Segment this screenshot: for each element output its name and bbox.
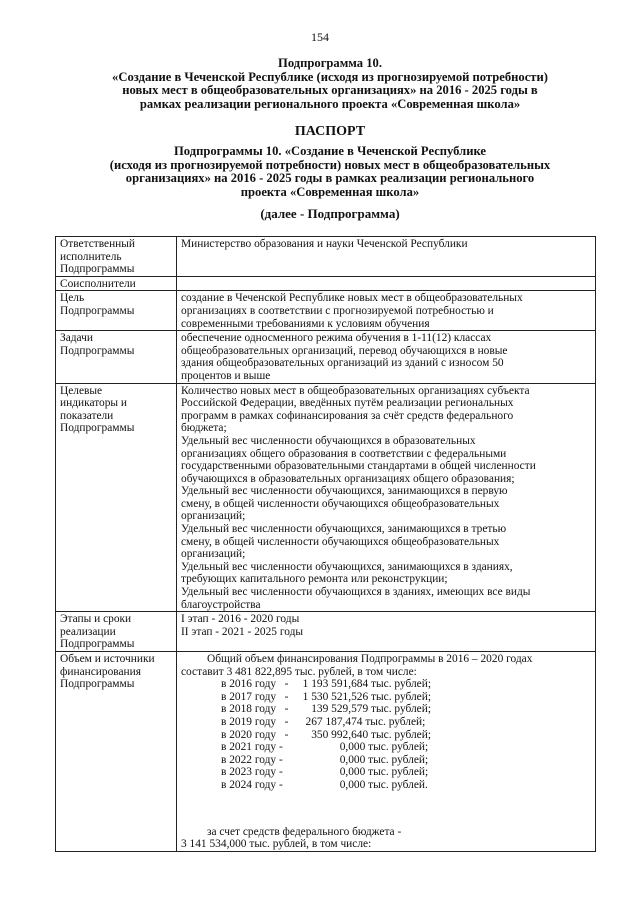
- row-label-line: Подпрограммы: [60, 304, 135, 317]
- row-content-line: создание в Чеченской Республике новых мест в общеобразовательных: [181, 292, 523, 305]
- year-line: в 2024 году - 0,000 тыс. рублей.: [221, 778, 428, 791]
- finance-federal-line: за счет средств федерального бюджета -: [207, 825, 402, 838]
- finance-spacer: [181, 792, 592, 826]
- row-content-line: Министерство образования и науки Чеченской Республики: [181, 238, 468, 250]
- row-label-line: показатели: [60, 409, 114, 422]
- year-line: в 2019 году - 267 187,474 тыс. рублей;: [221, 715, 426, 728]
- passport-row: [56, 383, 596, 612]
- row-label-line: Целевые: [60, 384, 103, 397]
- passport-table-body: [56, 237, 596, 852]
- passport-subtitle-line: Подпрограммы 10. «Создание в Чеченской Республике: [173, 144, 487, 158]
- program-title-line: новых мест в общеобразовательных организациях» на 2016 - 2025 годы в: [122, 83, 538, 98]
- row-content-line: организаций;: [181, 548, 246, 561]
- row-label-line: исполнитель: [60, 250, 122, 263]
- row-label-line: Этапы и сроки: [60, 613, 132, 626]
- row-content-line: программ в рамках софинансирования за счёт средств федерального: [181, 409, 514, 422]
- year-line: в 2020 году - 350 992,640 тыс. рублей;: [221, 728, 432, 741]
- page-number: 154: [311, 30, 329, 44]
- row-label: [56, 612, 177, 652]
- year-line: в 2021 году - 0,000 тыс. рублей;: [221, 741, 429, 754]
- row-content-line: Российской Федерации, введённых путём реализации региональных: [181, 397, 514, 410]
- passport-row: [56, 331, 596, 383]
- finance-intro-line: составит 3 481 822,895 тыс. рублей, в том числе:: [181, 665, 417, 678]
- row-content: [177, 612, 596, 652]
- row-content-line: благоустройства: [181, 598, 261, 611]
- program-title-line: «Создание в Чеченской Республике (исходя из прогнозируемой потребности): [112, 69, 548, 84]
- passport-note: (далее - Подпрограмма): [260, 206, 400, 221]
- row-content-line: Удельный вес численности обучающихся в образовательных: [181, 434, 476, 447]
- row-content-line: процентов и выше: [181, 369, 271, 382]
- row-label-line: Объем и источники: [60, 653, 155, 665]
- row-content: [177, 291, 596, 331]
- row-label: [56, 331, 177, 383]
- row-content-line: современными требованиями к условиям обучения: [181, 317, 430, 330]
- row-content-line: Удельный вес численности обучающихся в зданиях, имеющих все виды: [181, 586, 531, 599]
- row-content-line: Удельный вес численности обучающихся, занимающихся в третью: [181, 523, 507, 536]
- program-title-line: рамках реализации регионального проекта «Современная школа»: [139, 96, 521, 111]
- passport-subtitle-line: организациях» на 2016 - 2025 годы в рамках реализации регионального: [125, 171, 535, 186]
- passport-row: [56, 291, 596, 331]
- row-label-line: Подпрограммы: [60, 263, 135, 276]
- row-label-line: Соисполнители: [60, 277, 136, 290]
- row-label-line: Подпрограммы: [60, 678, 135, 691]
- row-content-line: обеспечение односменного режима обучения в 1-11(12) классах: [181, 332, 492, 345]
- row-label-line: Подпрограммы: [60, 344, 135, 357]
- row-label-line: Задачи: [60, 332, 93, 345]
- year-line: в 2018 году - 139 529,579 тыс. рублей;: [221, 703, 432, 716]
- program-title: [60, 57, 600, 111]
- row-label-line: реализации: [60, 625, 116, 638]
- row-label-line: Подпрограммы: [60, 422, 135, 435]
- row-label: [56, 291, 177, 331]
- finance-content: [177, 652, 596, 852]
- passport-heading: ПАСПОРТ: [294, 124, 366, 139]
- row-content-line: бюджета;: [181, 422, 227, 435]
- row-label: [56, 237, 177, 277]
- row-content-line: Удельный вес численности обучающихся, занимающихся в зданиях,: [181, 560, 513, 573]
- year-line: в 2023 году - 0,000 тыс. рублей;: [221, 766, 429, 779]
- row-content-line: смену, в общей численности обучающихся общеобразовательных: [181, 535, 500, 548]
- passport-row: [56, 237, 596, 277]
- passport-row: [56, 276, 596, 291]
- passport-table: [55, 236, 596, 852]
- row-content-line: общеобразовательных организаций, перевод обучающихся в новые: [181, 344, 508, 357]
- row-content-line: государственными образовательными стандартами в общей численности: [181, 460, 536, 473]
- row-content-line: смену, в общей численности обучающихся общеобразовательных: [181, 497, 500, 510]
- row-label: [56, 276, 177, 291]
- year-line: в 2022 году - 0,000 тыс. рублей;: [221, 753, 429, 766]
- row-content-line: II этап - 2021 - 2025 годы: [181, 625, 304, 638]
- finance-row: [56, 652, 596, 852]
- passport-subtitle-line: проекта «Современная школа»: [240, 184, 420, 199]
- row-label: [56, 383, 177, 612]
- row-content: [177, 331, 596, 383]
- row-label-line: финансирования: [60, 665, 141, 678]
- passport-subtitle-line: (исходя из прогнозируемой потребности) новых мест в общеобразовательных: [109, 157, 551, 172]
- finance-intro-line: Общий объем финансирования Подпрограммы в 2016 – 2020 годах: [207, 653, 533, 665]
- row-content-line: I этап - 2016 - 2020 годы: [181, 613, 300, 626]
- row-content: [177, 276, 596, 291]
- row-label-line: Цель: [60, 292, 85, 305]
- row-content-line: обучающихся в образовательных организациях общего образования;: [181, 472, 515, 485]
- finance-federal-line: 3 141 534,000 тыс. рублей, в том числе:: [181, 838, 372, 851]
- passport-subtitle: [60, 145, 600, 199]
- row-content-line: Количество новых мест в общеобразовательных организациях субъекта: [181, 384, 530, 397]
- row-content-line: организаций;: [181, 510, 246, 523]
- row-label-line: индикаторы и: [60, 397, 128, 410]
- passport-row: [56, 612, 596, 652]
- program-title-line: Подпрограмма 10.: [278, 56, 382, 70]
- row-label-line: Ответственный: [60, 238, 136, 250]
- row-content: [177, 237, 596, 277]
- row-content-line: организациях общего образования в соответствии с федеральными: [181, 447, 507, 460]
- year-line: в 2016 году - 1 193 591,684 тыс. рублей;: [221, 678, 432, 691]
- row-content-line: требующих капитального ремонта или реконструкции;: [181, 573, 448, 586]
- year-line: в 2017 году - 1 530 521,526 тыс. рублей;: [221, 690, 432, 703]
- row-label: [56, 652, 177, 852]
- row-content: [177, 383, 596, 612]
- row-content-line: здания общеобразовательных организаций из зданий с износом 50: [181, 357, 504, 370]
- row-content-line: Удельный вес численности обучающихся, занимающихся в первую: [181, 485, 508, 498]
- row-content-line: организациях в соответствии с прогнозируемой потребностью и: [181, 304, 494, 317]
- row-label-line: Подпрограммы: [60, 638, 135, 651]
